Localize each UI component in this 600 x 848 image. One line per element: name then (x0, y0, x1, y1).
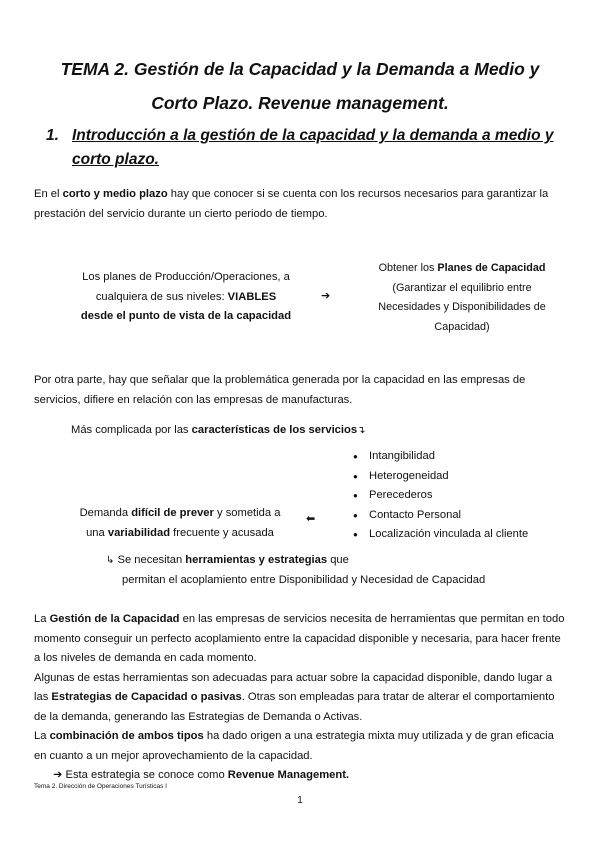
paragraph-2 (34, 371, 574, 410)
text: frecuente y acusada (170, 526, 274, 539)
text-line (34, 610, 579, 630)
bold-text: variabilidad (107, 526, 171, 539)
text: de la demanda, generando las Estrategias de Demanda o Activas. (34, 710, 363, 723)
text: Obtener los (378, 262, 438, 274)
text-line (74, 504, 286, 524)
intro-paragraph (34, 185, 574, 224)
text-line (76, 307, 296, 327)
text-line (74, 524, 286, 544)
paragraph-3 (34, 610, 579, 786)
list-item: ● Contacto Personal (353, 506, 528, 526)
text: Necesidades y Disponibilidades de (378, 301, 546, 313)
bold-text: combinación de ambos tipos (49, 730, 204, 742)
text: permitan el acoplamiento entre Disponibilidad y Necesidad de Capacidad (122, 573, 486, 586)
section-heading (46, 124, 586, 174)
arrow-right-icon: ➔ (321, 290, 331, 302)
diagram2-need (106, 551, 526, 590)
arrow-down-right-icon: ↳ (106, 555, 115, 566)
arrow-down-right-icon: ↴ (357, 425, 366, 436)
text-line (34, 688, 579, 708)
text: a los niveles de demanda en cada momento. (34, 652, 257, 664)
text: En el (34, 188, 63, 200)
characteristics-list (353, 447, 528, 545)
page-number: 1 (297, 795, 303, 806)
text: momento conseguir un perfecto acoplamiento entre la capacidad disponible y necesaria, para hacer frente (34, 632, 561, 645)
bold-text: herramientas y estrategias (185, 554, 328, 566)
list-item: ● Localización vinculada al cliente (353, 525, 528, 545)
bold-text: Gestión de la Capacidad (49, 613, 180, 625)
text: Por otra parte, hay que señalar que la problemática generada por la capacidad en las empresas de (34, 374, 526, 386)
text-line (34, 727, 579, 747)
text: Algunas de estas herramientas son adecuadas para actuar sobre la capacidad disponible, dando lugar a (34, 671, 553, 684)
text: y sometida a (213, 507, 281, 519)
text: Demanda (79, 507, 132, 519)
bold-text: Estrategias de Capacidad o pasivas (51, 691, 242, 703)
title-line-1: TEMA 2. Gestión de la Capacidad y la Demanda a Medio y (60, 59, 540, 79)
diagram1-left-box (76, 268, 296, 327)
intro-line-1 (34, 185, 574, 205)
section-title (72, 124, 572, 172)
text: Esta estrategia se conoce como (62, 769, 228, 781)
text: una (86, 526, 108, 539)
text: hay que conocer si se cuenta con los recursos necesarios para garantizar la (167, 188, 549, 200)
text: en cuanto a un mejor aprovechamiento de la capacidad. (34, 749, 313, 762)
text: Los planes de Producción/Operaciones, a (82, 271, 290, 283)
page-footer: Tema 2. Dirección de Operaciones Turísticas I (34, 783, 167, 790)
diagram2-left-box (74, 504, 286, 543)
bold-text: VIABLES (227, 290, 277, 303)
text: La (34, 730, 50, 742)
text: en las empresas de servicios necesita de herramientas que permitan en todo (179, 613, 565, 625)
bold-text: Revenue Management. (227, 769, 350, 781)
section-title-line-2: corto plazo. (72, 151, 159, 168)
arrow-right-icon: ➔ (53, 769, 63, 781)
bold-text: Planes de Capacidad (437, 262, 546, 274)
bold-text: características de los servicios (191, 424, 358, 436)
text: cualquiera de sus niveles: (95, 290, 228, 303)
diagram1-right-box (366, 259, 558, 337)
text: que (327, 554, 349, 566)
list-item: ● Heterogeneidad (353, 467, 528, 487)
intro-line-2: prestación del servicio durante un cierto periodo de tiempo. (34, 207, 328, 220)
list-item: ● Perecederos (353, 486, 528, 506)
text: Más complicada por las (71, 424, 192, 436)
text: las (34, 691, 52, 703)
diagram2-header (71, 421, 365, 441)
text: servicios, difiere en relación con las empresas de manufacturas. (34, 393, 353, 406)
section-title-line-1: Introducción a la gestión de la capacidad y la demanda a medio y (72, 127, 554, 144)
bold-text: corto y medio plazo (62, 188, 168, 200)
text: Se necesitan (114, 554, 186, 566)
arrow-left-icon: ⬅ (306, 513, 316, 525)
section-number: 1. (46, 127, 59, 144)
bold-text: difícil de prever (131, 507, 214, 519)
title-line-2: Corto Plazo. Revenue management. (151, 93, 449, 113)
text: ha dado origen a una estrategia mixta muy utilizada y de gran eficacia (203, 730, 554, 742)
text: Capacidad) (434, 320, 490, 333)
bold-text: desde el punto de vista de la capacidad (80, 310, 292, 322)
page-title (0, 52, 600, 120)
text-line (106, 551, 526, 571)
text: La (34, 613, 50, 625)
text-line (76, 288, 296, 308)
text: . Otras son empleadas para tratar de alterar el comportamiento (241, 691, 555, 703)
text: (Garantizar el equilibrio entre (392, 281, 532, 294)
list-item: ● Intangibilidad (353, 447, 528, 467)
text-line (366, 259, 558, 279)
